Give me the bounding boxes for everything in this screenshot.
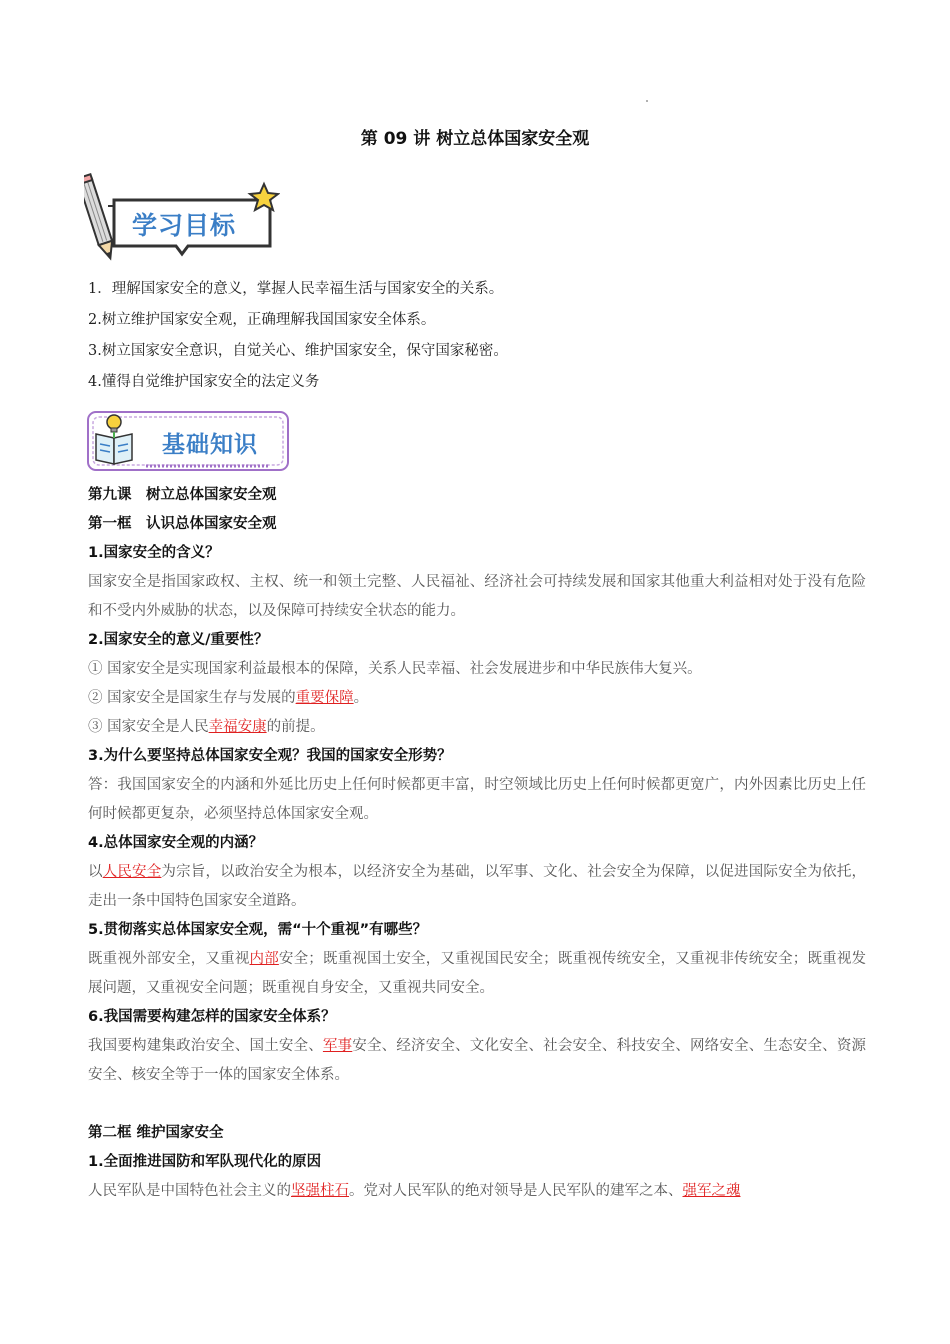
key-term: 人民安全 <box>102 864 162 880</box>
question-heading: 1.国家安全的含义？ <box>88 545 220 561</box>
page-dot <box>646 100 648 102</box>
answer-paragraph: 既重视外部安全，又重视内部安全；既重视国土安全，又重视国民安全；既重视传统安全，又重视非传统安全；既重视发展问题，又重视安全问题；既重视自身安全，又重视共同安全。 <box>88 951 867 996</box>
goal-item: 2.树立维护国家安全观，正确理解我国国家安全体系。 <box>88 312 436 328</box>
goal-item: 4.懂得自觉维护国家安全的法定义务 <box>88 374 320 390</box>
question-heading: 6.我国需要构建怎样的国家安全体系？ <box>88 1009 336 1025</box>
answer-paragraph: 以人民安全为宗旨，以政治安全为根本，以经济安全为基础，以军事、文化、社会安全为保障，以促进国际安全为依托，走出一条中国特色国家安全道路。 <box>88 864 867 909</box>
question-heading: 5.贯彻落实总体国家安全观，需“十个重视”有哪些？ <box>88 922 428 938</box>
question-heading: 3.为什么要坚持总体国家安全观？我国的国家安全形势？ <box>88 748 452 764</box>
goal-item: 1．理解国家安全的意义，掌握人民幸福生活与国家安全的关系。 <box>88 281 504 297</box>
learning-goals-banner <box>84 172 280 262</box>
answer-paragraph: ③ 国家安全是人民幸福安康的前提。 <box>88 719 325 735</box>
answer-paragraph: ② 国家安全是国家生存与发展的重要保障。 <box>88 690 369 706</box>
page-title: 第 09 讲 树立总体国家安全观 <box>360 129 590 149</box>
section-heading: 第一框 认识总体国家安全观 <box>88 516 277 532</box>
spacer <box>88 1090 866 1119</box>
answer-paragraph: 国家安全是指国家政权、主权、统一和领土完整、人民福祉、经济社会可持续发展和国家其他重大利益相对处于没有危险和不受内外威胁的状态，以及保障可持续安全状态的能力。 <box>88 574 866 619</box>
question-heading: 4.总体国家安全观的内涵？ <box>88 835 264 851</box>
key-term: 重要保障 <box>295 690 354 706</box>
answer-paragraph: 答：我国国家安全的内涵和外延比历史上任何时候都更丰富，时空领域比历史上任何时候都更宽广，内外因素比历史上任何时候都更复杂，必须坚持总体国家安全观。 <box>88 777 866 822</box>
book-icon <box>96 434 132 464</box>
answer-paragraph: ① 国家安全是实现国家利益最根本的保障，关系人民幸福、社会发展进步和中华民族伟大复兴。 <box>88 661 702 677</box>
learning-goals-list <box>88 274 868 398</box>
question-heading: 1.全面推进国防和军队现代化的原因 <box>88 1154 322 1170</box>
banner-knowledge-text: 基础知识 <box>162 432 258 458</box>
section-heading: 第二框 维护国家安全 <box>88 1125 224 1141</box>
banner-goals-text: 学习目标 <box>132 211 237 240</box>
answer-paragraph: 我国要构建集政治安全、国土安全、军事安全、经济安全、文化安全、社会安全、科技安全、网络安全、生态安全、资源安全、核安全等于一体的国家安全体系。 <box>88 1038 867 1083</box>
key-term: 幸福安康 <box>208 719 267 735</box>
question-heading: 2.国家安全的意义/重要性？ <box>88 632 269 648</box>
goal-item: 3.树立国家安全意识，自觉关心、维护国家安全，保守国家秘密。 <box>88 343 508 359</box>
knowledge-content <box>88 481 866 1206</box>
answer-paragraph: 人民军队是中国特色社会主义的坚强柱石。党对人民军队的绝对领导是人民军队的建军之本、强军之魂 <box>88 1183 741 1199</box>
basic-knowledge-banner <box>84 408 294 478</box>
key-term: 强军之魂 <box>682 1183 741 1199</box>
key-term: 内部 <box>249 951 279 967</box>
key-term: 军事 <box>322 1038 353 1054</box>
key-term: 坚强柱石 <box>291 1183 349 1199</box>
lesson-heading: 第九课 树立总体国家安全观 <box>88 487 277 503</box>
